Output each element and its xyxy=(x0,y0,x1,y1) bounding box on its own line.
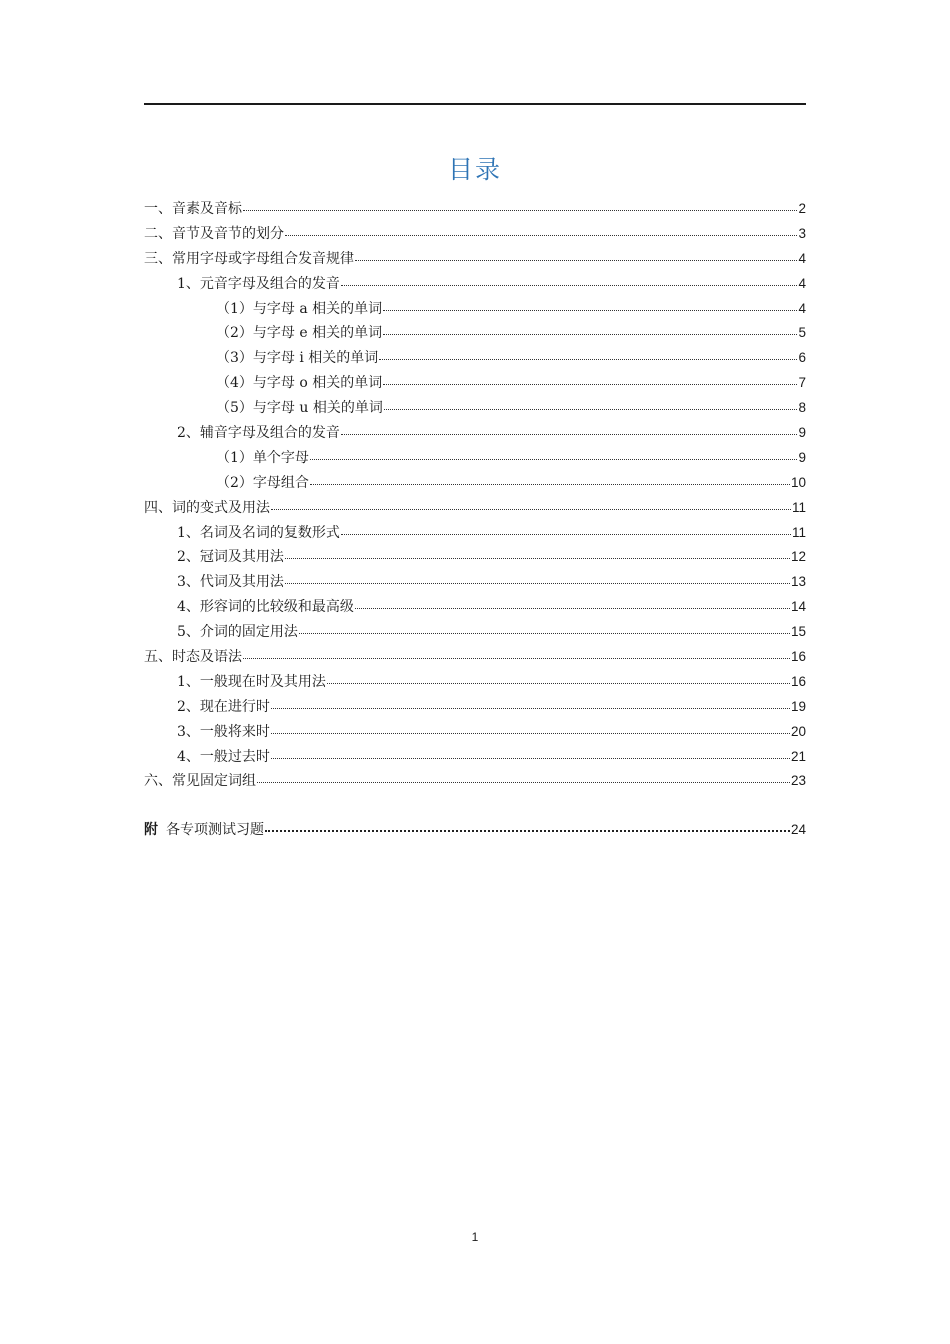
toc-entry-page-number: 11 xyxy=(791,524,806,540)
toc-entry[interactable] xyxy=(144,396,806,421)
toc-entry[interactable] xyxy=(144,446,806,471)
toc-entry[interactable] xyxy=(144,471,806,496)
toc-entry-label: （1）与字母 a 相关的单词 xyxy=(216,300,383,317)
toc-entry-label: 一、音素及音标 xyxy=(144,201,242,217)
dot-leader xyxy=(383,372,797,385)
dot-leader xyxy=(285,571,790,584)
toc-entry[interactable] xyxy=(144,545,806,570)
dot-leader xyxy=(243,646,790,659)
toc-entry[interactable] xyxy=(144,321,806,346)
dot-leader xyxy=(379,347,797,360)
dot-leader xyxy=(271,746,790,759)
toc-entry-page-number: 4 xyxy=(798,250,806,266)
toc-entry-page-number: 3 xyxy=(798,225,806,241)
toc-entry-page-number: 19 xyxy=(790,698,806,714)
toc-entry-page-number: 13 xyxy=(790,574,806,590)
dot-leader xyxy=(310,447,798,460)
toc-entry-page-number: 6 xyxy=(798,350,806,366)
dot-leader xyxy=(271,696,790,709)
dot-leader xyxy=(271,721,790,734)
dot-leader xyxy=(355,248,797,261)
toc-entry-label: （3）与字母 i 相关的单词 xyxy=(216,350,379,367)
dot-leader xyxy=(299,621,790,634)
toc-entry[interactable] xyxy=(144,297,806,322)
toc-entry-page-number: 4 xyxy=(798,275,806,291)
toc-entry-page-number: 9 xyxy=(798,449,806,465)
toc-entry[interactable] xyxy=(144,620,806,645)
toc-entry-page-number: 21 xyxy=(790,748,806,764)
toc-entry-label: 2、辅音字母及组合的发音 xyxy=(177,425,340,442)
toc-entry[interactable] xyxy=(144,670,806,695)
dot-leader xyxy=(265,818,790,832)
toc-entry-label: 4、一般过去时 xyxy=(177,748,270,765)
footer-page-number: 1 xyxy=(471,1230,479,1244)
toc-entry[interactable] xyxy=(144,247,806,272)
toc-entry[interactable] xyxy=(144,197,806,222)
toc-entry-page-number: 12 xyxy=(790,549,806,565)
dot-leader xyxy=(384,397,798,410)
toc-entry-page-number: 11 xyxy=(791,499,806,515)
dot-leader xyxy=(383,322,797,335)
toc-entry[interactable] xyxy=(144,645,806,670)
toc-entry-page-number: 16 xyxy=(790,649,806,665)
toc-entry-page-number: 7 xyxy=(798,375,806,391)
toc-entry-page-number: 14 xyxy=(790,599,806,615)
toc-entry-label: 2、冠词及其用法 xyxy=(177,549,284,566)
toc-entry-label: 3、代词及其用法 xyxy=(177,574,284,591)
toc-title: 目录 xyxy=(447,155,502,184)
toc-entry-label: 1、一般现在时及其用法 xyxy=(177,673,326,690)
toc-entry[interactable] xyxy=(144,745,806,770)
dot-leader xyxy=(327,671,790,684)
appendix-entry[interactable] xyxy=(144,818,806,843)
toc-entry[interactable] xyxy=(144,720,806,745)
toc-entry-label: 六、常见固定词组 xyxy=(144,773,256,790)
toc-entry-page-number: 8 xyxy=(798,400,806,416)
toc-entry-page-number: 2 xyxy=(798,201,806,216)
toc-entry-label: 2、现在进行时 xyxy=(177,698,270,715)
toc-entry[interactable] xyxy=(144,272,806,297)
toc-entry-label: 1、名词及名词的复数形式 xyxy=(177,524,340,541)
toc-entry[interactable] xyxy=(144,496,806,521)
dot-leader xyxy=(243,198,797,211)
dot-leader xyxy=(341,422,798,435)
table-of-contents xyxy=(144,197,806,794)
dot-leader xyxy=(341,273,798,286)
toc-entry-page-number: 9 xyxy=(798,425,806,441)
toc-entry[interactable] xyxy=(144,346,806,371)
toc-entry-label: 5、介词的固定用法 xyxy=(177,624,298,641)
toc-entry-label: （1）单个字母 xyxy=(216,449,309,466)
toc-entry-label: 三、常用字母或字母组合发音规律 xyxy=(144,250,354,267)
appendix-page-number: 24 xyxy=(790,822,806,837)
dot-leader xyxy=(355,596,790,609)
toc-entry[interactable] xyxy=(144,595,806,620)
toc-entry[interactable] xyxy=(144,371,806,396)
toc-entry-page-number: 20 xyxy=(790,723,806,739)
toc-entry-page-number: 16 xyxy=(790,673,806,689)
toc-entry-page-number: 23 xyxy=(790,773,806,789)
toc-entry-label: （2）与字母 e 相关的单词 xyxy=(216,325,383,342)
toc-entry[interactable] xyxy=(144,222,806,247)
header-rule xyxy=(144,103,806,105)
toc-entry[interactable] xyxy=(144,570,806,595)
toc-entry-label: 五、时态及语法 xyxy=(144,649,242,666)
toc-entry-page-number: 10 xyxy=(790,474,806,490)
toc-entry-label: 4、形容词的比较级和最高级 xyxy=(177,599,354,616)
dot-leader xyxy=(341,522,791,535)
toc-entry-label: 二、音节及音节的划分 xyxy=(144,225,284,242)
toc-entry[interactable] xyxy=(144,521,806,546)
toc-entry-label: 1、元音字母及组合的发音 xyxy=(177,275,340,292)
appendix-prefix: 附 xyxy=(144,822,158,838)
toc-entry-page-number: 4 xyxy=(798,300,806,316)
dot-leader xyxy=(257,770,790,783)
toc-entry-page-number: 15 xyxy=(790,624,806,640)
toc-entry-label: 四、词的变式及用法 xyxy=(144,499,270,516)
toc-entry-label: （2）字母组合 xyxy=(216,474,309,491)
toc-entry[interactable] xyxy=(144,695,806,720)
dot-leader xyxy=(383,298,797,311)
toc-entry[interactable] xyxy=(144,421,806,446)
toc-entry[interactable] xyxy=(144,769,806,794)
dot-leader xyxy=(310,472,790,485)
toc-entry-page-number: 5 xyxy=(798,325,806,341)
toc-entry-label: 3、一般将来时 xyxy=(177,723,270,740)
dot-leader xyxy=(285,223,797,236)
dot-leader xyxy=(271,497,791,510)
appendix-label: 各专项测试习题 xyxy=(166,822,264,838)
dot-leader xyxy=(285,546,790,559)
toc-entry-label: （4）与字母 o 相关的单词 xyxy=(216,375,383,392)
toc-entry-label: （5）与字母 u 相关的单词 xyxy=(216,400,383,417)
